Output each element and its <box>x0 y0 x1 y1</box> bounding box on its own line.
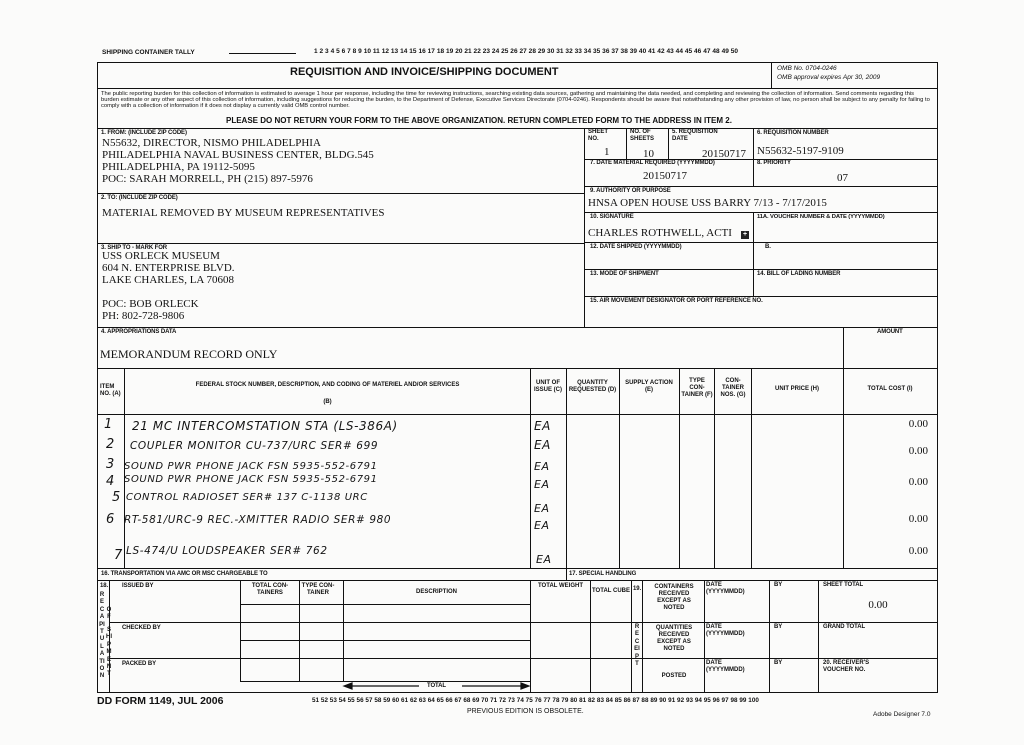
amount-label: AMOUNT <box>877 329 903 335</box>
posted-label: POSTED <box>661 673 687 679</box>
sheet-no-value: 1 <box>604 146 610 158</box>
to-label: 2. TO: (INCLUDE ZIP CODE) <box>101 195 178 201</box>
date-required-label: 7. DATE MATERIAL REQUIRED (YYYYMMDD) <box>590 160 715 166</box>
col-total-cost-header: TOTAL COST (I) <box>867 386 913 392</box>
form-title: REQUISITION AND INVOICE/SHIPPING DOCUMENT <box>290 66 559 78</box>
row-1-description: 21 MC INTERCOMSTATION STA (LS-386A) <box>132 419 398 433</box>
ship-to-line-3: LAKE CHARLES, LA 70608 <box>102 274 234 286</box>
receipt-by-label-3: BY <box>774 660 783 666</box>
from-label: 1. FROM: (INCLUDE ZIP CODE) <box>101 130 187 136</box>
previous-edition-note: PREVIOUS EDITION IS OBSOLETE. <box>467 708 584 715</box>
authority-value: HNSA OPEN HOUSE USS BARRY 7/13 - 7/17/2015 <box>588 197 827 209</box>
requisition-date-label: 5. REQUISITION DATE <box>672 129 718 142</box>
priority-value: 07 <box>837 172 848 184</box>
from-line-4: POC: SARAH MORRELL, PH (215) 897-5976 <box>102 173 313 185</box>
receipt-date-label-3: DATE (YYYYMMDD) <box>706 660 745 673</box>
row-6-unit: EA <box>534 519 550 532</box>
recap-vertical-shipment: SHIPMENT <box>106 627 112 678</box>
row-7-description: LS-474/U LOUDSPEAKER SER# 762 <box>126 545 328 557</box>
row-1-unit: EA <box>534 419 551 433</box>
packed-by-label: PACKED BY <box>122 661 156 667</box>
row-7-unit: EA <box>536 553 552 566</box>
col-qty-header: QUANTITY REQUESTED (D) <box>568 380 617 393</box>
receipt-vertical-label: RECEIPT <box>634 624 640 668</box>
col-unit-price-header: UNIT PRICE (H) <box>775 386 819 392</box>
sheet-no-label: SHEET NO. <box>588 129 609 142</box>
mode-of-shipment-label: 13. MODE OF SHIPMENT <box>590 271 659 277</box>
from-line-2: PHILADELPHIA NAVAL BUSINESS CENTER, BLDG.545 <box>102 149 374 161</box>
signature-label: 10. SIGNATURE <box>590 214 634 220</box>
row-4-item: 4 <box>106 474 115 489</box>
row-6-description: RT-581/URC-9 REC.-XMITTER RADIO SER# 980 <box>124 514 392 526</box>
burden-statement: The public reporting burden for this collection of information is estimated to average 1 hour per response, including the time for reviewing instructions, searching existing data sources, gathering and maintaining the data needed, and completing and reviewing the collection of information. Send comments regarding this burden estimate or any other aspect of this collection of information, including suggestions for reducing the burden, to the Department of Defense, Executive Services Directorate (0704-0246). Respondents should be aware that notwithstanding any other provision of law, no person shall be subject to any penalty for failing to comply with a collection of information if it does not display a currently valid OMB control number. <box>101 91 930 110</box>
air-movement-label: 15. AIR MOVEMENT DESIGNATOR OR PORT REFERENCE NO. <box>590 298 763 304</box>
tally-numbers-top: 1 2 3 4 5 6 7 8 9 10 11 12 13 14 15 16 17 18 19 20 21 22 23 24 25 26 27 28 29 30 31 32 33 34 35 36 37 38 39 40 41 42 43 44 45 46 47 48 49 50 <box>314 48 739 55</box>
receipt-date-label-2: DATE (YYYYMMDD) <box>706 624 745 637</box>
voucher-label: 11A. VOUCHER NUMBER & DATE (YYYYMMDD) <box>757 214 885 220</box>
col-type-container-header: TYPE CON- TAINER (F) <box>681 378 713 398</box>
priority-label: 8. PRIORITY <box>757 160 791 166</box>
row-3-unit: EA <box>534 460 550 473</box>
row-5-item: 5 <box>112 490 121 505</box>
ship-to-line-2: 604 N. ENTERPRISE BLVD. <box>102 262 235 274</box>
to-value: MATERIAL REMOVED BY MUSEUM REPRESENTATIVES <box>102 207 385 219</box>
total-weight-label: TOTAL WEIGHT <box>538 583 583 589</box>
no-of-sheets-value: 10 <box>643 148 654 160</box>
date-shipped-label: 12. DATE SHIPPED (YYYYMMDD) <box>590 244 682 250</box>
row-1-total: 0.00 <box>908 418 928 430</box>
row-5-unit: EA <box>534 502 550 515</box>
tally-label: SHIPPING CONTAINER TALLY <box>102 49 195 56</box>
receipt-by-label-2: BY <box>774 624 783 630</box>
plus-icon[interactable]: + <box>742 231 748 238</box>
recap-number: 18. <box>100 583 109 589</box>
return-notice: PLEASE DO NOT RETURN YOUR FORM TO THE ABOVE ORGANIZATION. RETURN COMPLETED FORM TO THE ADDRESS IN ITEM 2. <box>226 116 732 125</box>
omb-expires: OMB approval expires Apr 30, 2009 <box>777 74 881 81</box>
ship-to-poc: POC: BOB ORLECK <box>102 298 199 310</box>
sheet-total-label: SHEET TOTAL <box>823 582 864 588</box>
row-6-item: 6 <box>106 512 115 527</box>
row-5-description: CONTROL RADIOSET SER# 137 C-1138 URC <box>126 492 368 503</box>
total-cube-label: TOTAL CUBE <box>592 588 631 594</box>
requisition-date-value: 20150717 <box>702 148 746 160</box>
no-of-sheets-label: NO. OF SHEETS <box>630 129 655 142</box>
receiver-voucher-label: 20. RECEIVER'S VOUCHER NO. <box>823 660 870 673</box>
bill-of-lading-label: 14. BILL OF LADING NUMBER <box>757 271 841 277</box>
type-container-label: TYPE CON- TAINER <box>301 583 335 596</box>
quantities-received-label: QUANTITIES RECEIVED EXCEPT AS NOTED <box>655 625 693 652</box>
ship-to-phone: PH: 802-728-9806 <box>102 310 185 322</box>
receipt-number: 19. <box>633 586 642 592</box>
receipt-by-label-1: BY <box>774 582 783 588</box>
requisition-number-value: N55632-5197-9109 <box>757 145 844 157</box>
row-4-total: 0.00 <box>908 476 928 488</box>
row-3-description: SOUND PWR PHONE JACK FSN 5935-552-6791 <box>124 461 378 472</box>
from-line-3: PHILADELPHIA, PA 19112-5095 <box>102 161 255 173</box>
row-4-description: SOUND PWR PHONE JACK FSN 5935-552-6791 <box>124 474 378 485</box>
date-required-value: 20150717 <box>643 170 687 182</box>
containers-received-label: CONTAINERS RECEIVED EXCEPT AS NOTED <box>654 584 694 611</box>
col-description-header: FEDERAL STOCK NUMBER, DESCRIPTION, AND CODING OF MATERIEL AND/OR SERVICES <box>195 382 460 388</box>
signature-value[interactable]: CHARLES ROTHWELL, ACTI <box>588 227 732 239</box>
recap-description-label: DESCRIPTION <box>415 589 457 595</box>
voucher-b-label: B. <box>765 244 771 250</box>
sheet-total-value: 0.00 <box>868 599 888 611</box>
tally-numbers-bottom: 51 52 53 54 55 56 57 58 59 60 61 62 63 64 65 66 67 68 69 70 71 72 73 74 75 76 77 78 79 80 81 82 83 84 85 86 87 88 89 90 91 92 93 94 95 96 97 98 99 100 <box>312 697 759 704</box>
ship-to-label: 3. SHIP TO - MARK FOR <box>101 245 168 251</box>
col-description-sub: (B) <box>323 399 332 405</box>
col-supply-header: SUPPLY ACTION (E) <box>625 380 673 393</box>
form-name: DD FORM 1149, JUL 2006 <box>97 695 224 707</box>
receipt-date-label-1: DATE (YYYYMMDD) <box>706 582 745 595</box>
total-arrow-label: TOTAL <box>427 683 446 689</box>
row-3-item: 3 <box>106 457 115 472</box>
col-item-header: ITEM NO. (A) <box>100 384 121 397</box>
row-2-item: 2 <box>106 437 115 452</box>
appropriations-value: MEMORANDUM RECORD ONLY <box>100 347 278 361</box>
checked-by-label: CHECKED BY <box>122 625 161 631</box>
total-containers-label: TOTAL CON- TAINERS <box>251 583 289 596</box>
recap-vertical-label: RECAPITULATION <box>99 592 105 680</box>
row-7-total: 0.00 <box>908 545 928 557</box>
col-unit-header: UNIT OF ISSUE (C) <box>533 380 562 393</box>
row-7-item: 7 <box>114 548 123 563</box>
designer-note: Adobe Designer 7.0 <box>873 711 931 718</box>
row-2-unit: EA <box>534 438 551 452</box>
row-4-unit: EA <box>534 478 550 491</box>
col-container-nos-header: CON- TAINER NOS. (G) <box>720 378 746 398</box>
row-1-item: 1 <box>104 417 113 432</box>
from-line-1: N55632, DIRECTOR, NISMO PHILADELPHIA <box>102 137 321 149</box>
ship-to-line-1: USS ORLECK MUSEUM <box>102 250 220 262</box>
authority-label: 9. AUTHORITY OR PURPOSE <box>590 188 671 194</box>
row-2-total: 0.00 <box>908 445 928 457</box>
requisition-number-label: 6. REQUISITION NUMBER <box>757 130 829 136</box>
row-6-total: 0.00 <box>908 513 928 525</box>
omb-number: OMB No. 0704-0246 <box>777 65 837 72</box>
issued-by-label: ISSUED BY <box>122 583 154 589</box>
special-handling-label: 17. SPECIAL HANDLING <box>569 571 637 577</box>
grand-total-label: GRAND TOTAL <box>823 624 866 630</box>
row-2-description: COUPLER MONITOR CU-737/URC SER# 699 <box>130 440 379 452</box>
recap-vertical-of: OF <box>106 607 112 621</box>
transportation-label: 16. TRANSPORTATION VIA AMC OR MSC CHARGEABLE TO <box>101 571 268 577</box>
appropriations-label: 4. APPROPRIATIONS DATA <box>101 329 177 335</box>
